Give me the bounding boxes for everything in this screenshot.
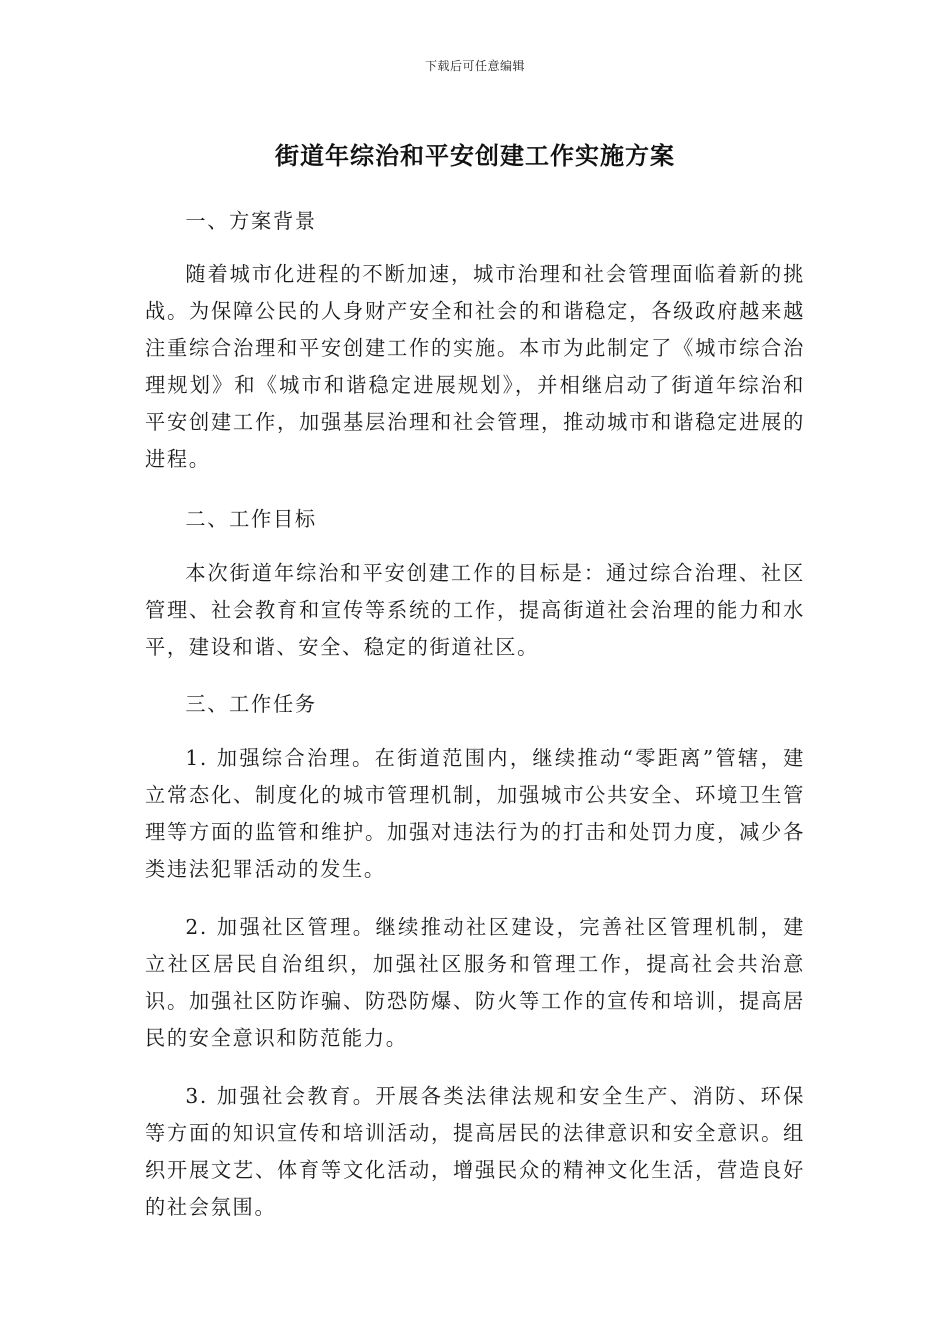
document-title: 街道年综治和平安创建工作实施方案 xyxy=(275,142,675,170)
paragraph-background: 随着城市化进程的不断加速，城市治理和社会管理面临着新的挑战。为保障公民的人身财产安全和社会的和谐稳定，各级政府越来越注重综合治理和平安创建工作的实施。本市为此制定了《城市综合治理规划》和《城市和谐稳定进展规划》，并相继启动了街道年综治和平安创建工作，加强基层治理和社会管理，推动城市和谐稳定进展的进程。 xyxy=(145,262,805,471)
paragraph-task-1: 1. 加强综合治理。在街道范围内，继续推动“零距离”管辖，建立常态化、制度化的城市管理机制，加强城市公共安全、环境卫生管理等方面的监管和维护。加强对违法行为的打击和处罚力度，减少各类违法犯罪活动的发生。 xyxy=(145,746,805,881)
section-heading-background: 一、方案背景 xyxy=(185,209,317,233)
paragraph-goal: 本次街道年综治和平安创建工作的目标是：通过综合治理、社区管理、社会教育和宣传等系统的工作，提高街道社会治理的能力和水平，建设和谐、安全、稳定的街道社区。 xyxy=(145,561,805,659)
section-heading-task: 三、工作任务 xyxy=(185,692,317,716)
paragraph-task-3: 3. 加强社会教育。开展各类法律法规和安全生产、消防、环保等方面的知识宣传和培训活动，提高居民的法律意识和安全意识。组织开展文艺、体育等文化活动，增强民众的精神文化生活，营造良好的社会氛围。 xyxy=(145,1084,805,1219)
header-note: 下载后可任意编辑 xyxy=(424,59,525,73)
paragraph-task-2: 2. 加强社区管理。继续推动社区建设，完善社区管理机制，建立社区居民自治组织，加强社区服务和管理工作，提高社会共治意识。加强社区防诈骗、防恐防爆、防火等工作的宣传和培训，提高居民的安全意识和防范能力。 xyxy=(145,915,805,1050)
section-heading-goal: 二、工作目标 xyxy=(185,507,317,531)
